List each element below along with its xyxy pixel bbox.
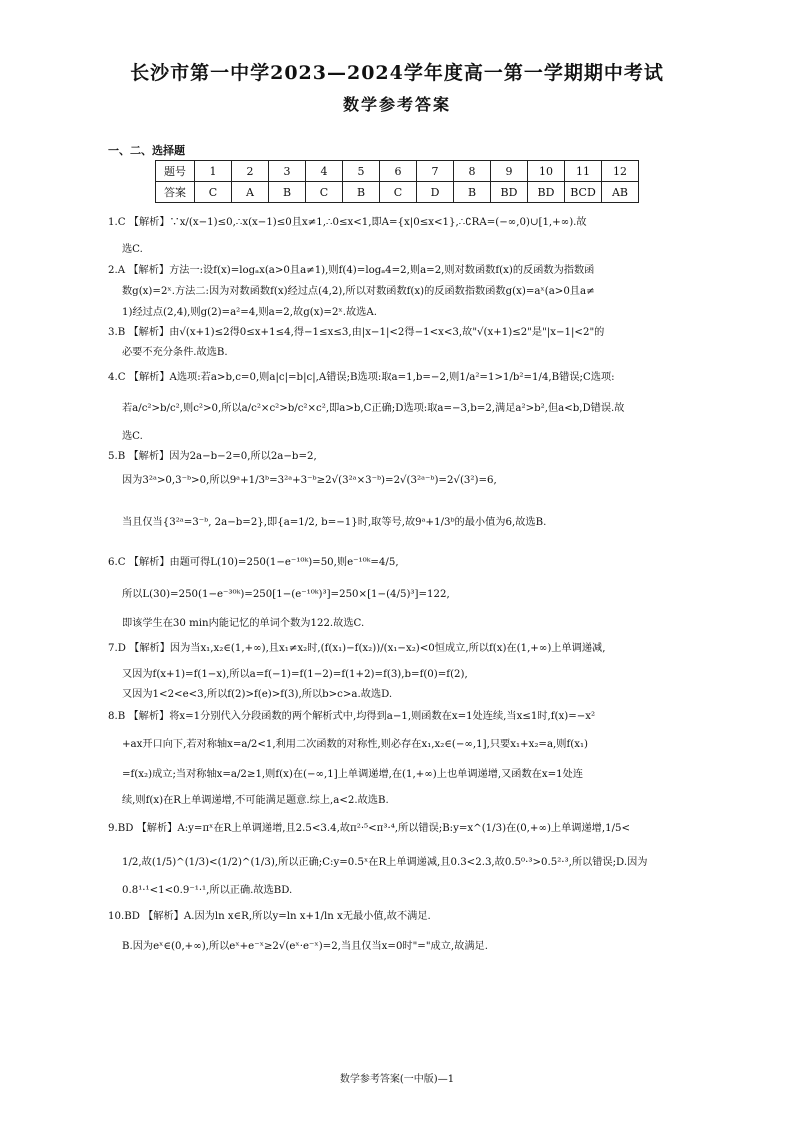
solution-line: 即该学生在30 min内能记忆的单词个数为122.故选C. (122, 618, 365, 629)
answer-cell: BD (491, 182, 528, 203)
answer-cell: B (269, 182, 306, 203)
number-cell: 3 (269, 161, 306, 182)
row-label-number: 题号 (156, 161, 195, 182)
number-cell: 11 (565, 161, 602, 182)
solution-line: +ax开口向下,若对称轴x=a/2<1,利用二次函数的对称性,则必存在x₁,x₂∈(−∞,1],只要x₁+x₂=a,则f(x₁) (122, 739, 589, 750)
solution-line: 所以L(30)=250(1−e⁻³⁰ᵏ)=250[1−(e⁻¹⁰ᵏ)³]=250×[1−(4/5)³]=122, (122, 589, 450, 600)
solution-line: 因为3²ᵃ>0,3⁻ᵇ>0,所以9ᵃ+1/3ᵇ=3²ᵃ+3⁻ᵇ≥2√(3²ᵃ×3⁻ᵇ)=2√(3²ᵃ⁻ᵇ)=2√(3²)=6, (122, 475, 497, 486)
answer-cell: A (232, 182, 269, 203)
answer-cell: AB (602, 182, 639, 203)
number-cell: 8 (454, 161, 491, 182)
solution-line: 又因为f(x+1)=f(1−x),所以a=f(−1)=f(1−2)=f(1+2)=f(3),b=f(0)=f(2), (122, 669, 468, 680)
answer-cell: BCD (565, 182, 602, 203)
answer-cell: C (306, 182, 343, 203)
solution-line: B.因为eˣ∈(0,+∞),所以eˣ+e⁻ˣ≥2√(eˣ·e⁻ˣ)=2,当且仅当x=0时"="成立,故满足. (122, 941, 488, 952)
number-cell: 1 (195, 161, 232, 182)
answer-cell: B (343, 182, 380, 203)
solution-line: 2.A 【解析】方法一:设f(x)=logₐx(a>0且a≠1),则f(4)=logₐ4=2,则a=2,则对数函数f(x)的反函数为指数函 (108, 265, 595, 276)
solution-line: 3.B 【解析】由√(x+1)≤2得0≤x+1≤4,得−1≤x≤3,由|x−1|<2得−1<x<3,故"√(x+1)≤2"是"|x−1|<2"的 (108, 327, 605, 338)
solution-line: =f(x₂)成立;当对称轴x=a/2≥1,则f(x)在(−∞,1]上单调递增,在(1,+∞)上也单调递增,又函数在x=1处连 (122, 769, 584, 780)
page-footer: 数学参考答案(一中版)—1 (339, 1074, 455, 1085)
number-cell: 9 (491, 161, 528, 182)
section-label: 一、二、选择题 (108, 144, 185, 157)
solution-line: 1.C 【解析】∵x/(x−1)≤0,∴x(x−1)≤0且x≠1,∴0≤x<1,即A={x|0≤x<1},∴∁RA=(−∞,0)∪[1,+∞).故 (108, 217, 587, 228)
solution-line: 10.BD 【解析】A.因为ln x∈R,所以y=ln x+1/ln x无最小值,故不满足. (108, 911, 431, 922)
number-cell: 10 (528, 161, 565, 182)
solution-line: 0.8¹·¹<1<0.9⁻¹·¹,所以正确.故选BD. (122, 885, 293, 896)
number-cell: 5 (343, 161, 380, 182)
answer-cell: D (417, 182, 454, 203)
document-title: 长沙市第一中学2023—2024学年度高一第一学期期中考试 (130, 62, 664, 84)
solution-line: 9.BD 【解析】A:y=πˣ在R上单调递增,且2.5<3.4,故π²·⁵<π³·⁴,所以错误;B:y=x^(1/3)在(0,+∞)上单调递增,1/5< (108, 823, 631, 834)
answer-cell: C (380, 182, 417, 203)
solution-line: 若a/c²>b/c²,则c²>0,所以a/c²×c²>b/c²×c²,即a>b,C正确;D选项:取a=−3,b=2,满足a²>b²,但a<b,D错误.故 (122, 403, 625, 414)
solution-line: 当且仅当{3²ᵃ=3⁻ᵇ, 2a−b=2},即{a=1/2, b=−1}时,取等号,故9ᵃ+1/3ᵇ的最小值为6,故选B. (122, 517, 547, 528)
row-label-answer: 答案 (156, 182, 195, 203)
number-cell: 7 (417, 161, 454, 182)
answer-table-answer-row (156, 182, 639, 203)
solution-line: 1)经过点(2,4),则g(2)=a²=4,则a=2,故g(x)=2ˣ.故选A. (122, 307, 377, 318)
answer-cell: B (454, 182, 491, 203)
solution-line: 续,则f(x)在R上单调递增,不可能满足题意.综上,a<2.故选B. (122, 795, 389, 806)
solution-line: 5.B 【解析】因为2a−b−2=0,所以2a−b=2, (108, 451, 317, 462)
answer-table (155, 160, 639, 203)
number-cell: 2 (232, 161, 269, 182)
number-cell: 12 (602, 161, 639, 182)
solution-line: 6.C 【解析】由题可得L(10)=250(1−e⁻¹⁰ᵏ)=50,则e⁻¹⁰ᵏ=4/5, (108, 557, 399, 568)
solution-line: 8.B 【解析】将x=1分别代入分段函数的两个解析式中,均得到a−1,则函数在x=1处连续,当x≤1时,f(x)=−x² (108, 711, 596, 722)
solution-line: 又因为1<2<e<3,所以f(2)>f(e)>f(3),所以b>c>a.故选D. (122, 689, 393, 700)
document-subtitle: 数学参考答案 (342, 95, 451, 114)
solution-line: 7.D 【解析】因为当x₁,x₂∈(1,+∞),且x₁≠x₂时,(f(x₁)−f(x₂))/(x₁−x₂)<0恒成立,所以f(x)在(1,+∞)上单调递减, (108, 643, 606, 654)
answer-cell: C (195, 182, 232, 203)
solution-line: 1/2,故(1/5)^(1/3)<(1/2)^(1/3),所以正确;C:y=0.5ˣ在R上单调递减,且0.3<2.3,故0.5⁰·³>0.5²·³,所以错误;D.因为 (122, 857, 648, 868)
answer-cell: BD (528, 182, 565, 203)
solution-line: 必要不充分条件.故选B. (122, 347, 228, 358)
solution-line: 选C. (122, 431, 143, 442)
number-cell: 6 (380, 161, 417, 182)
solution-line: 选C. (122, 244, 143, 255)
number-cell: 4 (306, 161, 343, 182)
solution-line: 4.C 【解析】A选项:若a>b,c=0,则a|c|=b|c|,A错误;B选项:取a=1,b=−2,则1/a²=1>1/b²=1/4,B错误;C选项: (108, 372, 615, 383)
answer-table-number-row (156, 161, 639, 182)
solution-line: 数g(x)=2ˣ.方法二:因为对数函数f(x)经过点(4,2),所以对数函数f(x)的反函数指数函数g(x)=aˣ(a>0且a≠ (122, 286, 595, 297)
